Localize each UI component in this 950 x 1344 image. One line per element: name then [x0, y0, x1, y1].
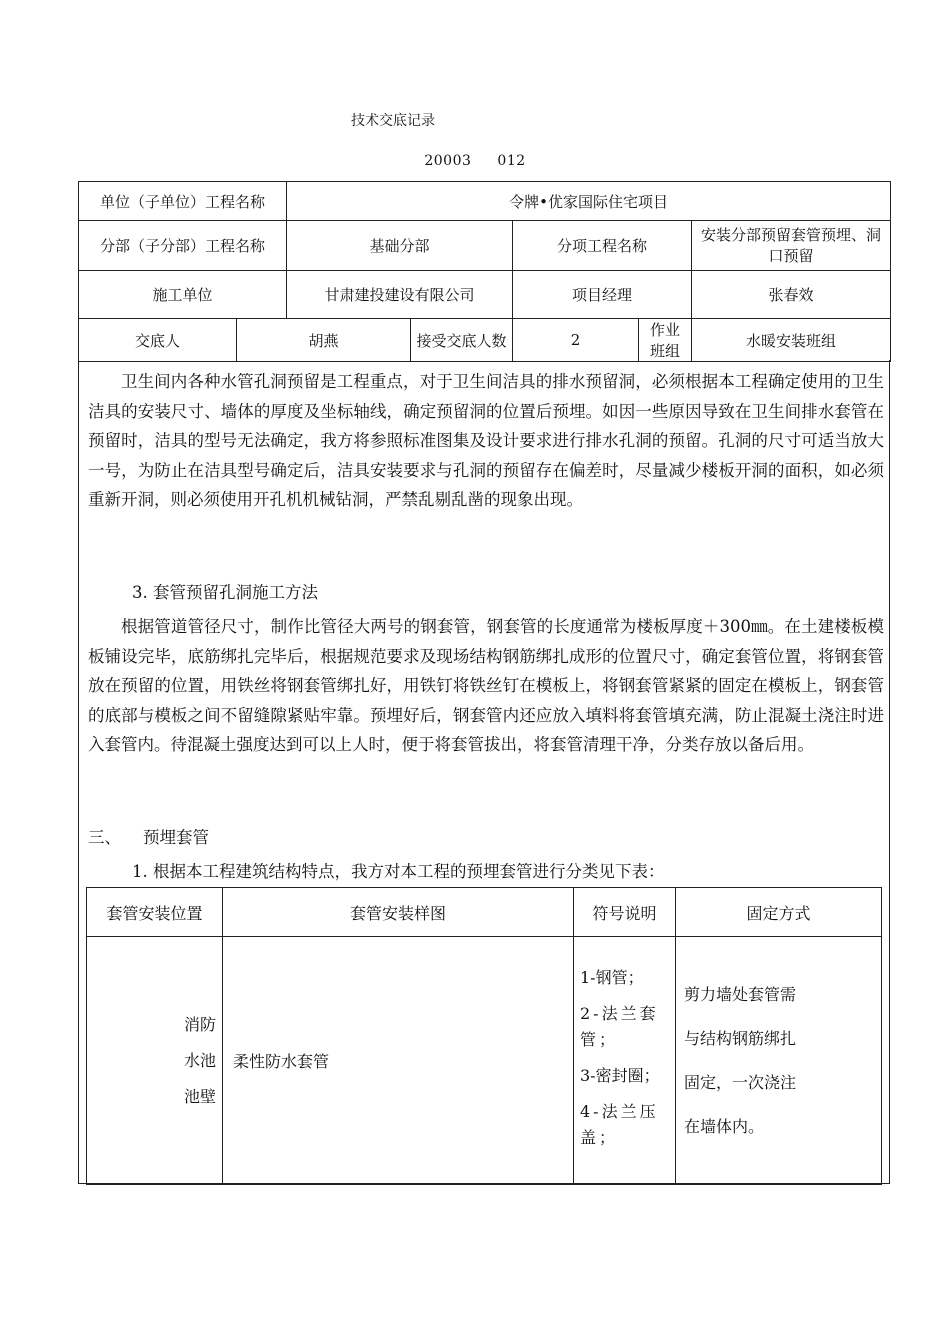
paragraph-sleeve-classification: 1. 根据本工程建筑结构特点，我方对本工程的预埋套管进行分类见下表： — [132, 862, 665, 881]
doc-number-part2: 012 — [497, 153, 526, 169]
symbol-note: 4-法兰压盖； — [580, 1102, 659, 1147]
sleeve-type-cell: 柔性防水套管 — [223, 937, 574, 1185]
fixing-line: 在墙体内。 — [684, 1116, 765, 1136]
construction-unit-value: 甘肃建投建设有限公司 — [287, 271, 513, 319]
subitem-project-name-label: 分项工程名称 — [513, 221, 692, 271]
division-project-name-value: 基础分部 — [287, 221, 513, 271]
sleeve-classification-table — [86, 887, 882, 1185]
fixing-method-cell — [676, 937, 882, 1185]
project-manager-value: 张春效 — [692, 271, 891, 319]
project-info-table — [78, 181, 891, 362]
doc-number-part1: 20003 — [424, 153, 472, 169]
construction-unit-label: 施工单位 — [79, 271, 287, 319]
paragraph-sleeve-method: 根据管道管径尺寸，制作比管径大两号的钢套管，钢套管的长度通常为楼板厚度＋300㎜。在土建楼板模板铺设完毕，底筋绑扎完毕后，根据规范要求及现场结构钢筋绑扎成形的位置尺寸，确定套管位置，将钢套管放在预留的位置，用铁丝将钢套管绑扎好，用铁钉将铁丝钉在模板上，将钢套管紧紧的固定在模板上，钢套管的底部与模板之间不留缝隙紧贴牢靠。预埋好后，钢套管内还应放入填料将套管填充满，防止混凝土浇注时进入套管内。待混凝土强度达到可以上人时，便于将套管拔出，将套管清理干净，分类存放以备后用。 — [88, 617, 884, 754]
unit-project-name-label: 单位（子单位）工程名称 — [79, 182, 287, 221]
location-line: 水池 — [183, 1050, 216, 1070]
recipients-count-value: 2 — [513, 319, 639, 362]
symbol-note: 1-钢管； — [580, 968, 644, 987]
fixing-line: 与结构钢筋绑扎 — [684, 1028, 797, 1048]
symbol-notes-cell — [574, 937, 676, 1185]
project-manager-label: 项目经理 — [513, 271, 692, 319]
info-row-handover — [79, 319, 891, 362]
install-location-cell — [87, 937, 223, 1185]
presenter-value: 胡燕 — [237, 319, 411, 362]
presenter-label: 交底人 — [79, 319, 237, 362]
section-title: 预埋套管 — [143, 828, 209, 847]
info-row-contractor — [79, 271, 891, 319]
section-heading-embedded-sleeves — [88, 823, 884, 853]
location-line: 消防 — [183, 1014, 216, 1034]
subitem-project-name-value: 安装分部预留套管预埋、洞口预留 — [692, 221, 891, 271]
info-row-division — [79, 221, 891, 271]
recipients-count-label: 接受交底人数 — [411, 319, 513, 362]
heading-sleeve-method: 3. 套管预留孔洞施工方法 — [132, 583, 318, 602]
fixing-line: 固定，一次浇注 — [684, 1072, 797, 1092]
work-team-label: 作业班组 — [639, 319, 692, 362]
header-fixing-method: 固定方式 — [676, 888, 882, 937]
division-project-name-label: 分部（子分部）工程名称 — [79, 221, 287, 271]
paragraph-bathroom-openings: 卫生间内各种水管孔洞预留是工程重点，对于卫生间洁具的排水预留洞，必须根据本工程确定使用的卫生洁具的安装尺寸、墙体的厚度及坐标轴线，确定预留洞的位置后预埋。如因一些原因导致在卫生间排水套管在预留时，洁具的型号无法确定，我方将参照标准图集及设计要求进行排水孔洞的预留。孔洞的尺寸可适当放大一号，为防止在洁具型号确定后，洁具安装要求与孔洞的预留存在偏差时，尽量减少楼板开洞的面积，如必须重新开洞，则必须使用开孔机机械钻洞，严禁乱剔乱凿的现象出现。 — [88, 372, 884, 509]
table-header-row — [87, 888, 882, 937]
symbol-note: 3-密封圈； — [580, 1066, 660, 1085]
header-install-location: 套管安装位置 — [87, 888, 223, 937]
location-line: 池壁 — [183, 1086, 216, 1106]
header-symbol-notes: 符号说明 — [574, 888, 676, 937]
header-install-diagram: 套管安装样图 — [223, 888, 574, 937]
info-row-unit — [79, 182, 891, 221]
table-row — [87, 937, 882, 1185]
document-title: 技术交底记录 — [351, 113, 435, 129]
fixing-line: 剪力墙处套管需 — [684, 984, 797, 1004]
document-number — [0, 153, 950, 169]
symbol-note: 2-法兰套管； — [580, 1004, 659, 1049]
work-team-value: 水暖安装班组 — [692, 319, 891, 362]
unit-project-name-value: 令牌•优家国际住宅项目 — [287, 182, 891, 221]
section-number: 三、 — [88, 828, 121, 847]
